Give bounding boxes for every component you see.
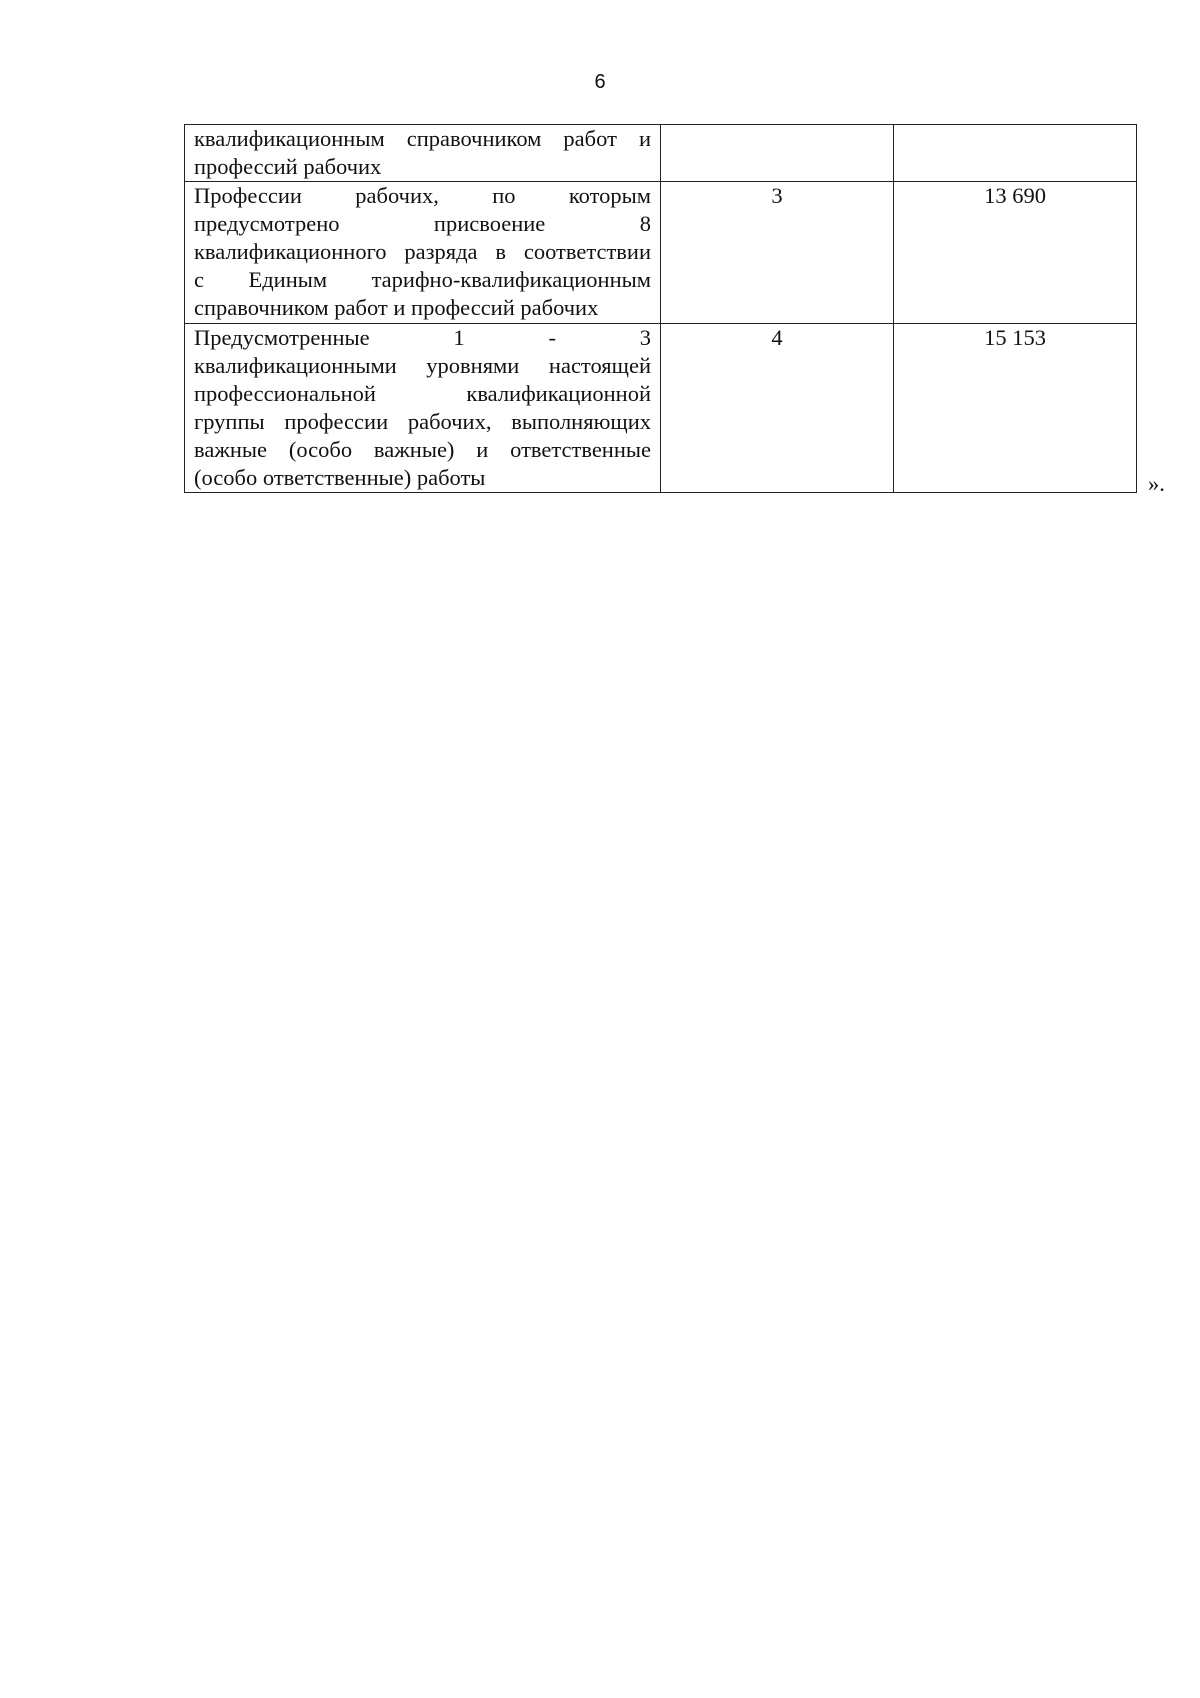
- qualification-level-cell: [661, 125, 894, 182]
- page-number: 6: [594, 71, 606, 93]
- description-line: профессиональной квалификационной: [194, 381, 651, 406]
- table-row: [185, 125, 1137, 182]
- description-line: предусмотрено присвоение 8: [194, 211, 651, 236]
- salary-amount-cell: 15 153: [894, 324, 1137, 493]
- description-line: с Единым тарифно-квалификационным: [194, 267, 651, 292]
- table-row: [185, 324, 1137, 493]
- description-line: профессий рабочих: [194, 154, 382, 179]
- description-line: Профессии рабочих, по которым: [194, 183, 651, 208]
- salary-amount-cell: 13 690: [894, 182, 1137, 324]
- row-description-cell: [185, 125, 661, 182]
- description-line: квалификационными уровнями настоящей: [194, 353, 651, 378]
- qualification-level-cell: 3: [661, 182, 894, 324]
- description-line: важные (особо важные) и ответственные: [194, 437, 651, 462]
- table-row: [185, 182, 1137, 324]
- qualification-level-cell: 4: [661, 324, 894, 493]
- salary-amount-cell: [894, 125, 1137, 182]
- description-line: справочником работ и профессий рабочих: [194, 295, 599, 320]
- description-line: квалификационным справочником работ и: [194, 126, 651, 151]
- row-description-cell: [185, 324, 661, 493]
- description-line: группы профессии рабочих, выполняющих: [194, 409, 651, 434]
- salary-table: [184, 124, 1137, 493]
- description-line: квалификационного разряда в соответствии: [194, 239, 651, 264]
- row-description-cell: [185, 182, 661, 324]
- closing-quote: ».: [1148, 471, 1165, 496]
- description-line: Предусмотренные 1 - 3: [194, 325, 651, 350]
- description-line: (особо ответственные) работы: [194, 465, 486, 490]
